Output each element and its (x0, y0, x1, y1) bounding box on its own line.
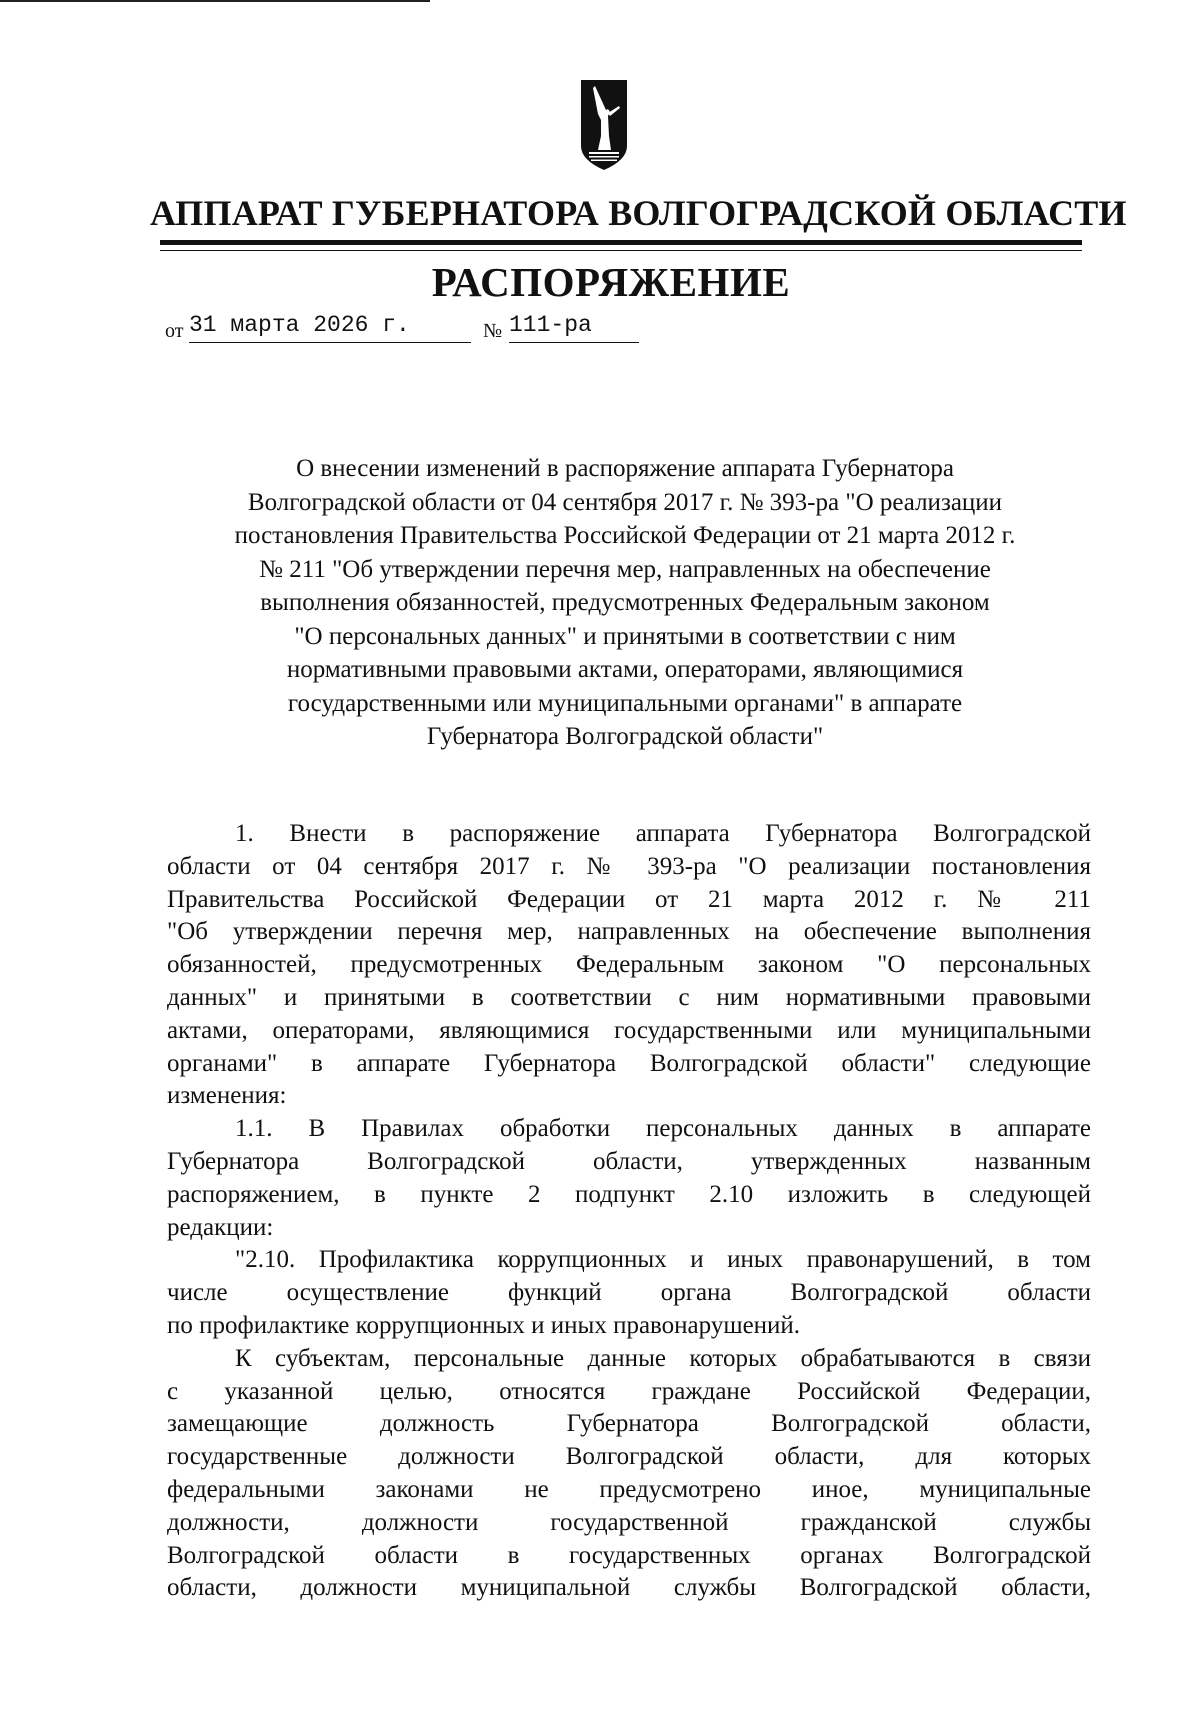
body-line: К субъектам, персональные данные которых обрабатываются в связи (235, 1344, 1091, 1372)
body-line: замещающие должность Губернатора Волгоградской области, (167, 1410, 1091, 1438)
body-line: "Об утверждении перечня мер, направленных на обеспечение выполнения (167, 918, 1091, 946)
body-line: данных" и принятыми в соответствии с ним нормативными правовыми (167, 983, 1091, 1011)
volgograd-coat-of-arms-icon (581, 80, 627, 171)
subject-line: постановления Правительства Российской Федерации от 21 марта 2012 г. (234, 522, 1016, 549)
number-prefix: № (483, 320, 503, 342)
subject-line: Волгоградской области от 04 сентября 2017 г. № 393-ра "О реализации (247, 488, 1003, 516)
body-line: редакции: (167, 1213, 274, 1241)
subject-line: "О персональных данных" и принятыми в соответствии с ним (294, 622, 956, 650)
document-number: 111-ра (509, 312, 639, 343)
subject-line: выполнения обязанностей, предусмотренных Федеральным законом (260, 589, 990, 616)
document-type-title: РАСПОРЯЖЕНИЕ (431, 259, 791, 305)
body-line: области, должности муниципальной службы Волгоградской области, (167, 1574, 1091, 1602)
body-line: с указанной целью, относятся граждане Российской Федерации, (167, 1377, 1091, 1405)
body-line: изменения: (167, 1082, 287, 1110)
body-line: 1. Внести в распоряжение аппарата Губернатора Волгоградской (235, 820, 1091, 847)
document-body (167, 818, 1091, 1605)
subject-line: № 211 "Об утверждении перечня мер, направленных на обеспечение (259, 555, 991, 583)
body-line: федеральными законами не предусмотрено иное, муниципальные (167, 1475, 1091, 1503)
subject-line: О внесении изменений в распоряжение аппарата Губернатора (296, 455, 954, 482)
scan-edge-line (0, 0, 430, 2)
body-line: Правительства Российской Федерации от 21 марта 2012 г. № 211 (167, 885, 1091, 913)
organization-title: АППАРАТ ГУБЕРНАТОРА ВОЛГОГРАДСКОЙ ОБЛАСТИ (150, 193, 1127, 233)
body-line: обязанностей, предусмотренных Федеральным законом "О персональных (167, 951, 1091, 979)
body-line: государственные должности Волгоградской области, для которых (167, 1443, 1091, 1471)
body-line: "2.10. Профилактика коррупционных и иных правонарушений, в том (235, 1246, 1091, 1274)
body-line: 1.1. В Правилах обработки персональных данных в аппарате (235, 1115, 1091, 1143)
body-line: актами, операторами, являющимися государственными или муниципальными (167, 1016, 1091, 1044)
document-subject (170, 452, 1080, 754)
body-line: области от 04 сентября 2017 г. № 393-ра "О реализации постановления (167, 852, 1091, 880)
body-line: Волгоградской области в государственных органах Волгоградской (167, 1541, 1091, 1569)
subject-line: государственными или муниципальными органами" в аппарате (287, 689, 963, 717)
date-prefix: от (165, 320, 184, 342)
body-line: органами" в аппарате Губернатора Волгоградской области" следующие (167, 1049, 1091, 1077)
subject-line: Губернатора Волгоградской области" (426, 723, 824, 750)
header-divider-thick (160, 240, 1082, 245)
document-date: 31 марта 2026 г. (189, 312, 471, 343)
header-divider-thin (160, 250, 1082, 251)
body-line: распоряжением, в пункте 2 подпункт 2.10 изложить в следующей (167, 1180, 1091, 1208)
body-line: должности, должности государственной гражданской службы (167, 1508, 1091, 1536)
body-line: Губернатора Волгоградской области, утвержденных названным (167, 1147, 1091, 1175)
body-line: по профилактике коррупционных и иных правонарушений. (167, 1311, 801, 1339)
subject-line: нормативными правовыми актами, операторами, являющимися (286, 656, 964, 683)
body-line: числе осуществление функций органа Волгоградской области (167, 1279, 1091, 1307)
